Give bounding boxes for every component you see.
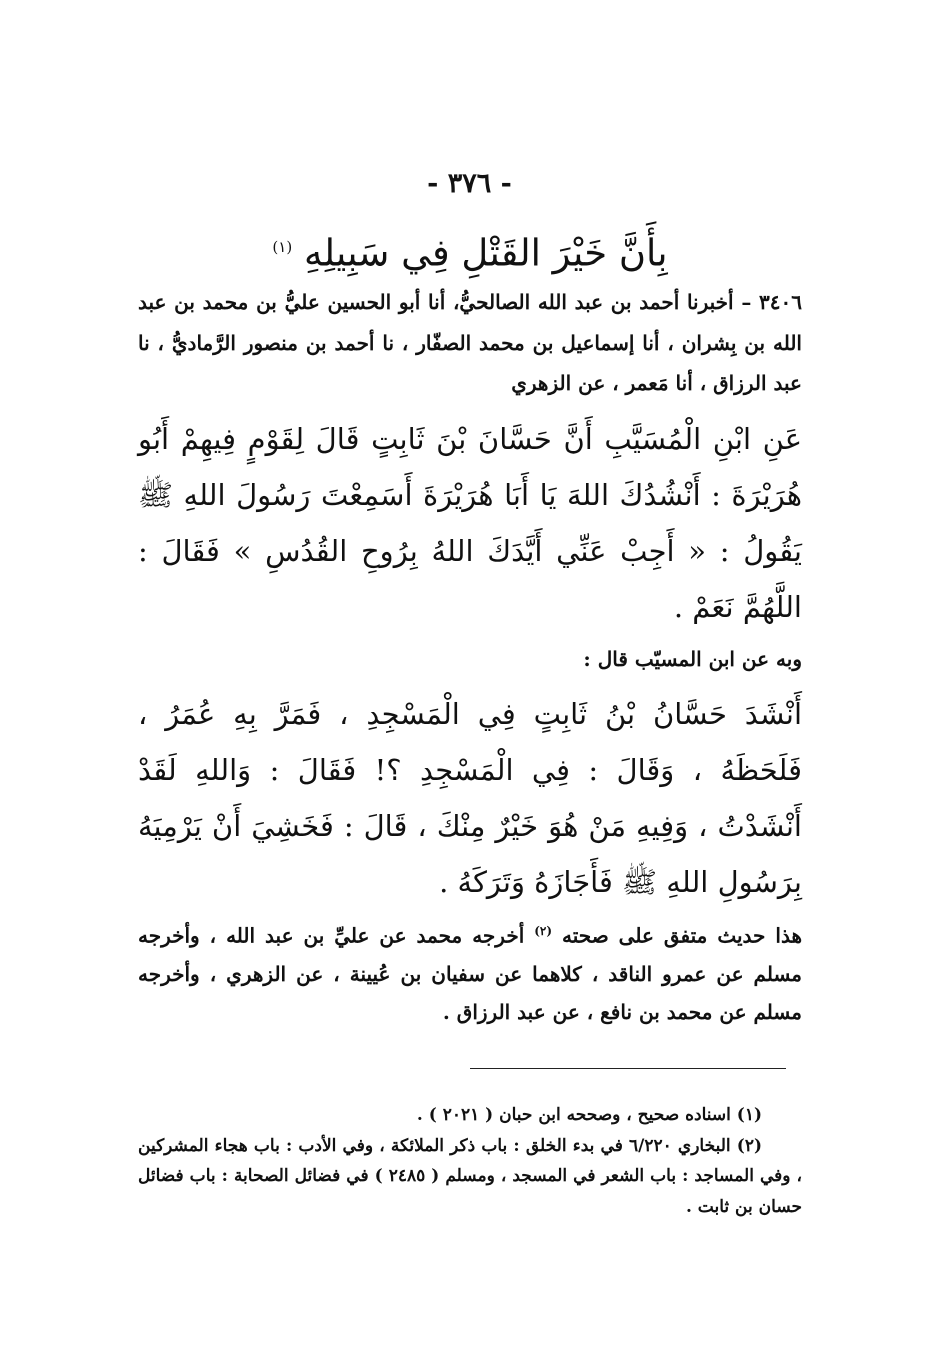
page-number: - ٣٧٦ - <box>427 168 512 199</box>
footnote-divider <box>470 1068 786 1069</box>
comment-footnote-marker: (٢) <box>534 924 553 938</box>
footnotes <box>138 1100 802 1222</box>
hadith-text-1: عَنِ ابْنِ الْمُسَيَّبِ أَنَّ حَسَّانَ بْنَ ثَابِتٍ قَالَ لِقَوْمٍ فِيهِمْ أَبُو هُرَيْرَةَ : أَنْشُدُكَ اللهَ يَا أَبَا هُرَيْرَةَ أَسَمِعْتَ رَسُولَ اللهِ ﷺ يَقُولُ : « أَجِبْ عَنِّي أَيَّدَكَ اللهُ بِرُوحِ القُدُسِ » فَقَالَ : اللَّهُمَّ نَعَمْ . <box>138 422 802 624</box>
chapter-footnote-marker: (١) <box>272 238 293 256</box>
footnote-1: (١) اسناده صحيح ، وصححه ابن حبان ( ٢٠٢١ ) . <box>416 1105 762 1125</box>
comment-text-after: أخرجه محمد عن عليِّ بن عبد الله ، وأخرجه مسلم عن عمرو الناقد ، كلاهما عن سفيان بن عُيينة ، عن الزهري ، وأخرجه مسلم عن محمد بن نافع ، عن عبد الرزاق . <box>138 923 802 1024</box>
chain-continuation: وبه عن ابن المسيّب قال : <box>583 647 802 671</box>
comment-text-before: هذا حديث متفق على صحته <box>562 923 802 948</box>
footnote-2: (٢) البخاري ٦/٢٢٠ في بدء الخلق : باب ذكر الملائكة ، وفي الأدب : باب هجاء المشركين ، وفي المساجد : باب الشعر في المسجد ، ومسلم ( ٢٤٨٥ ) في فضائل الصحابة : باب فضائل حسان بن ثابت . <box>138 1135 802 1217</box>
chapter-title-text: بِأَنَّ خَيْرَ القَتْلِ فِي سَبِيلِهِ <box>303 231 668 275</box>
isnad-paragraph: ٣٤٠٦ – أخبرنا أحمد بن عبد الله الصالحيُّ، أنا أبو الحسين عليُّ بن محمد بن عبد الله بن بِشران ، أنا إسماعيل بن محمد الصفّار ، نا أحمد بن منصور الرَّماديُّ ، نا عبد الرزاق ، أنا مَعمر ، عن الزهري <box>138 290 802 395</box>
hadith-text-2: أَنْشَدَ حَسَّانُ بْنُ ثَابِتٍ فِي الْمَسْجِدِ ، فَمَرَّ بِهِ عُمَرُ ، فَلَحَظَهُ ، وَقَالَ : فِي الْمَسْجِدِ ؟! فَقَالَ : وَاللهِ لَقَدْ أَنْشَدْتُ ، وَفِيهِ مَنْ هُوَ خَيْرٌ مِنْكَ ، قَالَ : فَخَشِيَ أَنْ يَرْمِيَهُ بِرَسُولِ اللهِ ﷺ فَأَجَازَهُ وَتَرَكَهُ . <box>138 697 802 899</box>
authentication-comment <box>138 912 802 1031</box>
chapter-title <box>140 222 800 278</box>
